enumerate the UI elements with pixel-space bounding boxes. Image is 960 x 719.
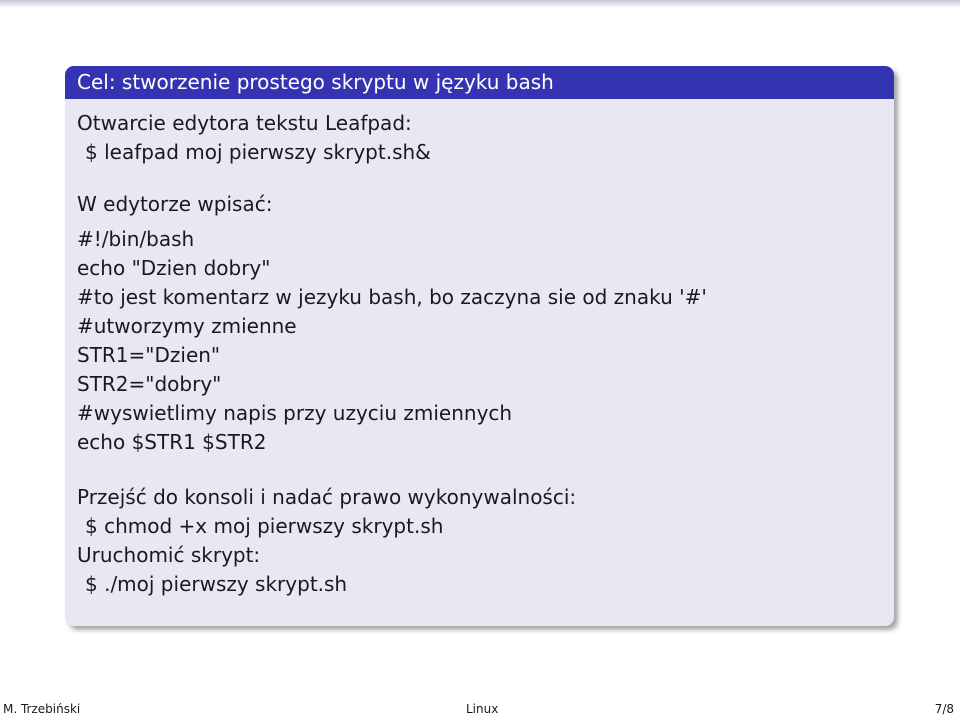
footer-title: Linux	[466, 702, 499, 716]
slide-footer	[0, 699, 960, 719]
script-line: #to jest komentarz w jezyku bash, bo zaczyna sie od znaku '#'	[77, 285, 707, 309]
open-editor-command: $ leafpad moj pierwszy skrypt.sh&	[85, 140, 431, 164]
run-label: Uruchomić skrypt:	[77, 543, 261, 567]
chmod-command: $ chmod +x moj pierwszy skrypt.sh	[85, 514, 444, 538]
editor-label: W edytorze wpisać:	[77, 192, 273, 216]
script-line: #utworzymy zmienne	[77, 314, 297, 338]
script-line: #wyswietlimy napis przy uzyciu zmiennych	[77, 401, 513, 425]
top-gradient-bar	[0, 0, 960, 8]
block-title: Cel: stworzenie prostego skryptu w języku bash	[65, 66, 894, 99]
script-line: STR2="dobry"	[77, 372, 222, 396]
open-editor-label: Otwarcie edytora tekstu Leafpad:	[77, 111, 412, 135]
script-line: #!/bin/bash	[77, 227, 195, 251]
footer-page-number: 7/8	[934, 702, 954, 716]
footer-author: M. Trzebiński	[3, 702, 81, 716]
script-line: echo $STR1 $STR2	[77, 430, 267, 454]
script-line: STR1="Dzien"	[77, 343, 221, 367]
chmod-label: Przejść do konsoli i nadać prawo wykonywalności:	[77, 485, 577, 509]
content-block	[65, 66, 894, 626]
script-line: echo "Dzien dobry"	[77, 256, 271, 280]
block-body	[65, 99, 894, 599]
run-command: $ ./moj pierwszy skrypt.sh	[85, 572, 348, 596]
script-listing	[77, 225, 894, 457]
